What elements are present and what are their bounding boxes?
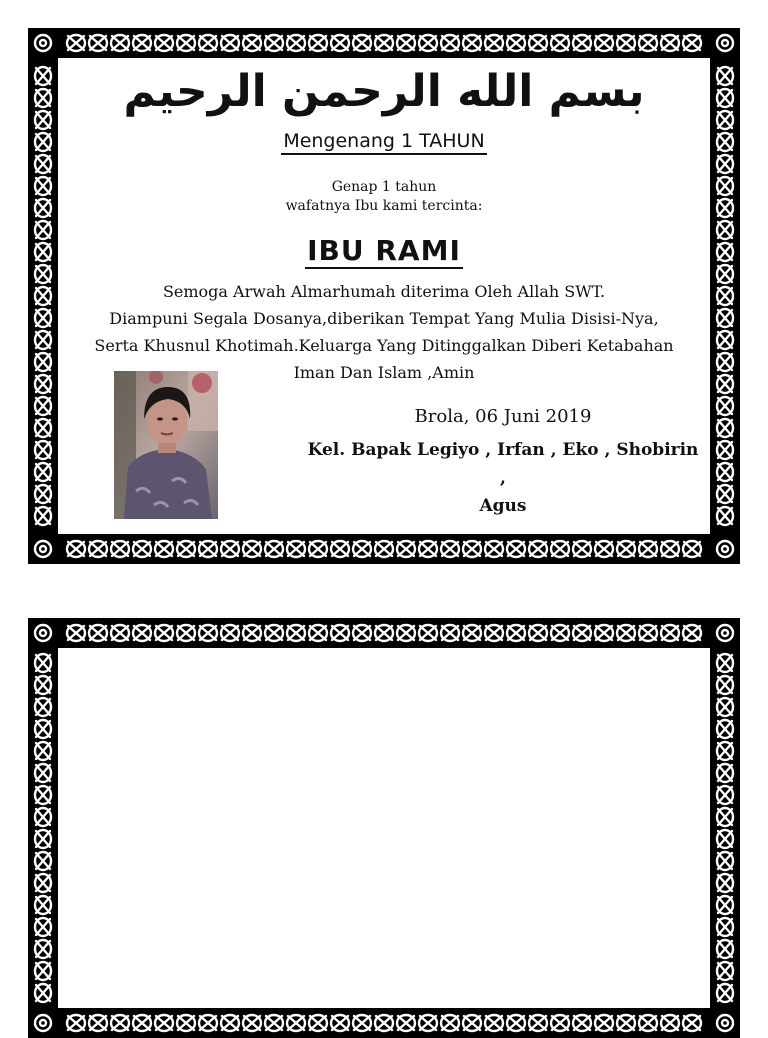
- prayer-line: Iman Dan Islam ,Amin: [293, 363, 475, 382]
- memorial-card: [28, 28, 740, 564]
- card-heading: Mengenang 1 TAHUN: [58, 130, 710, 152]
- prayer-line: Serta Khusnul Khotimah.Keluarga Yang Ditinggalkan Diberi Ketabahan: [94, 336, 674, 355]
- prayer-line: Diampuni Segala Dosanya,diberikan Tempat Yang Mulia Disisi-Nya,: [109, 309, 659, 328]
- date-location: Brola, 06 Juni 2019: [414, 406, 592, 427]
- intro-line: Genap 1 tahun: [331, 179, 437, 195]
- intro-line: wafatnya Ibu kami tercinta:: [285, 198, 483, 214]
- family-line: ,: [500, 468, 506, 488]
- prayer-text: [58, 278, 710, 386]
- family-line: Kel. Bapak Legiyo , Irfan , Eko , Shobirin: [307, 440, 699, 460]
- prayer-line: Semoga Arwah Almarhumah diterima Oleh Allah SWT.: [162, 282, 606, 301]
- celtic-knot-border: [28, 618, 740, 1038]
- blank-card: [28, 618, 740, 1038]
- bismillah-calligraphy: بسم الله الرحمن الرحيم: [123, 66, 645, 117]
- card-content: [58, 58, 710, 534]
- deceased-name: IBU RAMI: [307, 234, 461, 267]
- family-line: Agus: [479, 496, 527, 516]
- family-signature: [272, 436, 734, 520]
- intro-text: [58, 178, 710, 216]
- portrait-photo: [114, 371, 218, 519]
